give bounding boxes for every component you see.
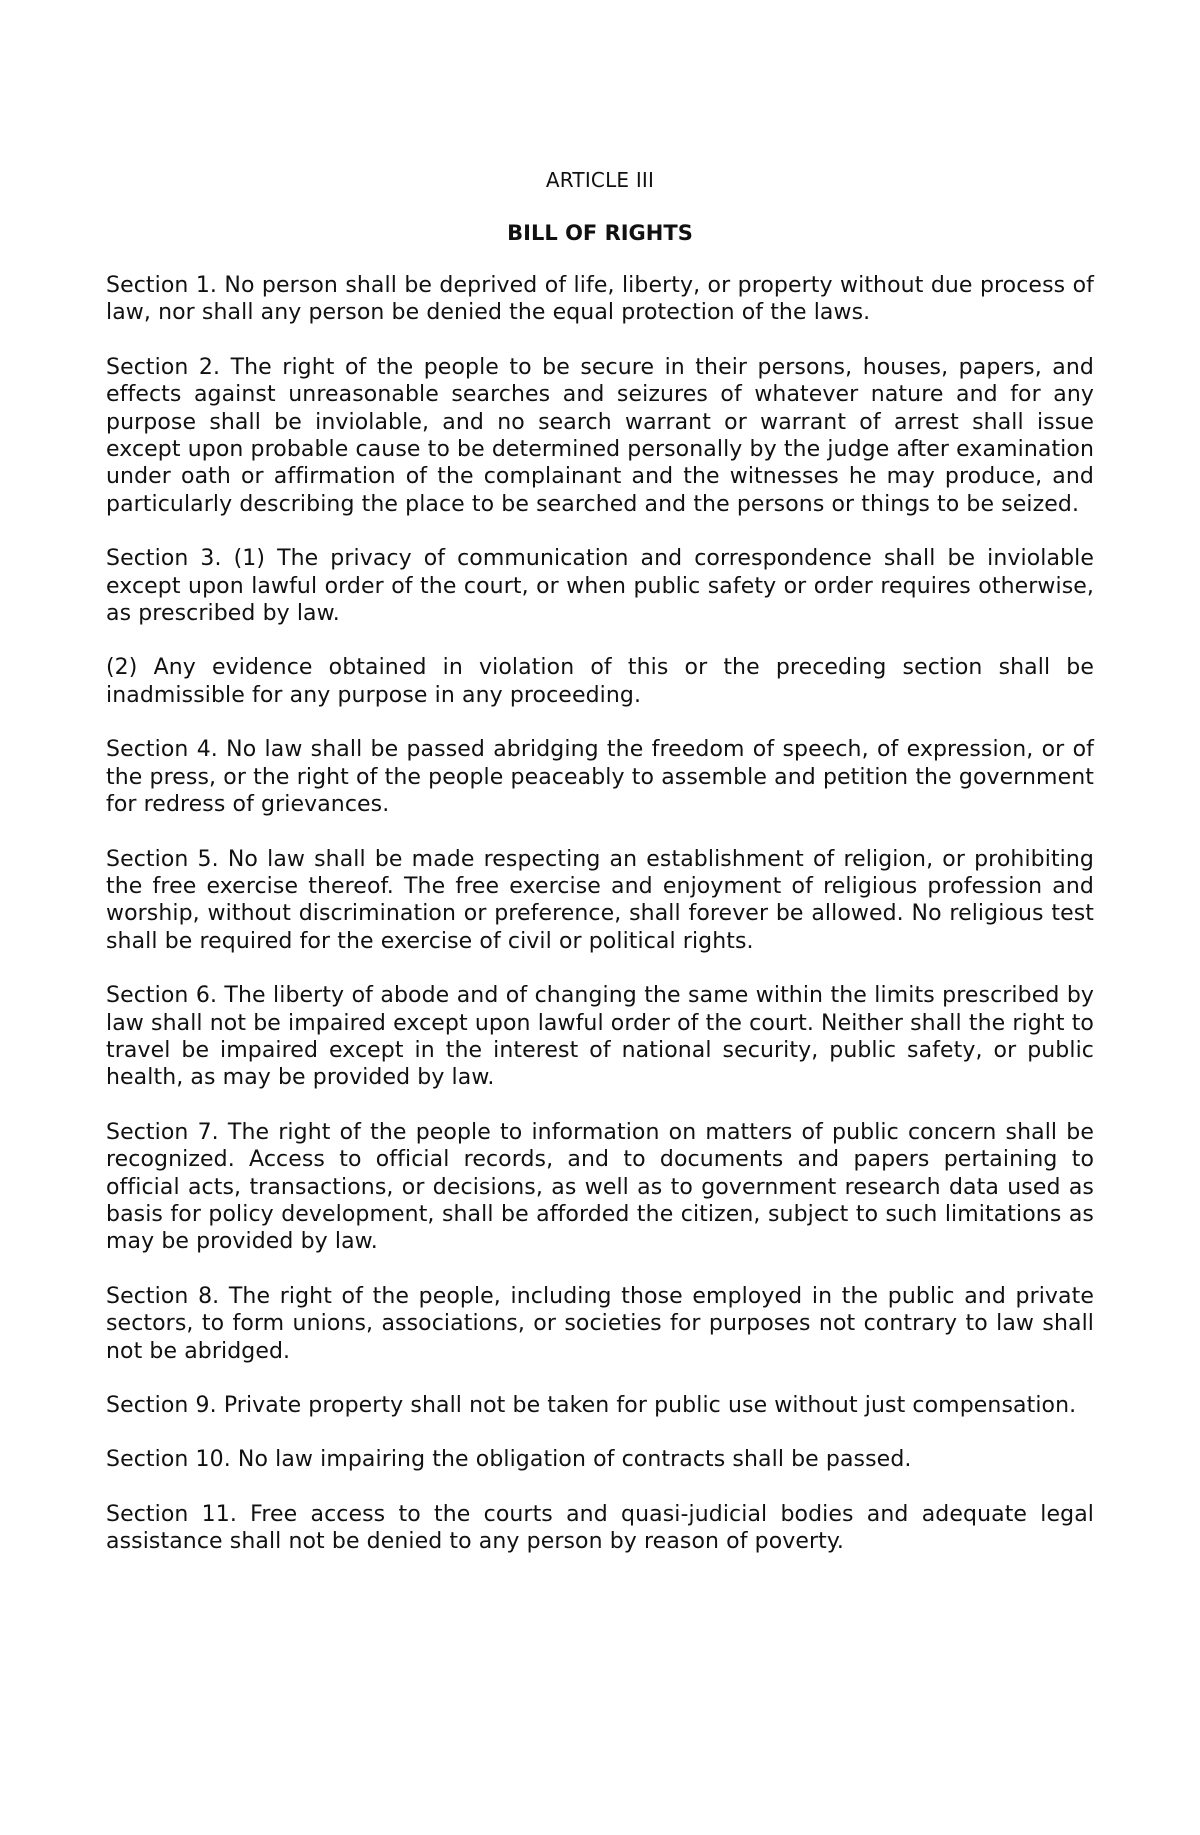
section-11-paragraph: Section 11. Free access to the courts and quasi-judicial bodies and adequate legal assistance shall not be denied to any person by reason of poverty. (106, 1501, 1094, 1555)
section-5-paragraph: Section 5. No law shall be made respecting an establishment of religion, or prohibiting the free exercise thereof. The free exercise and enjoyment of religious profession and worship, without discrimination or preference, shall forever be allowed. No religious test shall be required for the exercise of civil or political rights. (106, 846, 1094, 954)
document-title: BILL OF RIGHTS (507, 221, 693, 245)
section-7-paragraph: Section 7. The right of the people to information on matters of public concern shall be recognized. Access to official records, and to documents and papers pertaining to official acts, transactions, or decisions, as well as to government research data used as basis for policy development, shall be afforded the citizen, subject to such limitations as may be provided by law. (106, 1119, 1094, 1255)
section-10-paragraph: Section 10. No law impairing the obligation of contracts shall be passed. (106, 1447, 912, 1473)
section-2-paragraph: Section 2. The right of the people to be secure in their persons, houses, papers, and effects against unreasonable searches and seizures of whatever nature and for any purpose shall be inviolable, and no search warrant or warrant of arrest shall issue except upon probable cause to be determined personally by the judge after examination under oath or affirmation of the complainant and the witnesses he may produce, and particularly describing the place to be searched and the persons or things to be seized. (106, 354, 1094, 517)
section-8-paragraph: Section 8. The right of the people, including those employed in the public and private sectors, to form unions, associations, or societies for purposes not contrary to law shall not be abridged. (106, 1283, 1094, 1364)
section-3-paragraph: Section 3. (1) The privacy of communication and correspondence shall be inviolable except upon lawful order of the court, or when public safety or order requires otherwise, as prescribed by law. (106, 546, 1094, 627)
section-6-paragraph: Section 6. The liberty of abode and of changing the same within the limits prescribed by law shall not be impaired except upon lawful order of the court. Neither shall the right to travel be impaired except in the interest of national security, public safety, or public health, as may be provided by law. (106, 983, 1094, 1091)
section-3-subparagraph-2: (2) Any evidence obtained in violation of this or the preceding section shall be inadmissible for any purpose in any proceeding. (106, 655, 1094, 708)
section-9-paragraph: Section 9. Private property shall not be taken for public use without just compensation. (106, 1393, 1077, 1418)
section-4-paragraph: Section 4. No law shall be passed abridging the freedom of speech, of expression, or of the press, or the right of the people peaceably to assemble and petition the government for redress of grievances. (106, 737, 1094, 818)
section-1-paragraph: Section 1. No person shall be deprived of life, liberty, or property without due process of law, nor shall any person be denied the equal protection of the laws. (106, 273, 1094, 326)
article-label: ARTICLE III (545, 168, 655, 192)
